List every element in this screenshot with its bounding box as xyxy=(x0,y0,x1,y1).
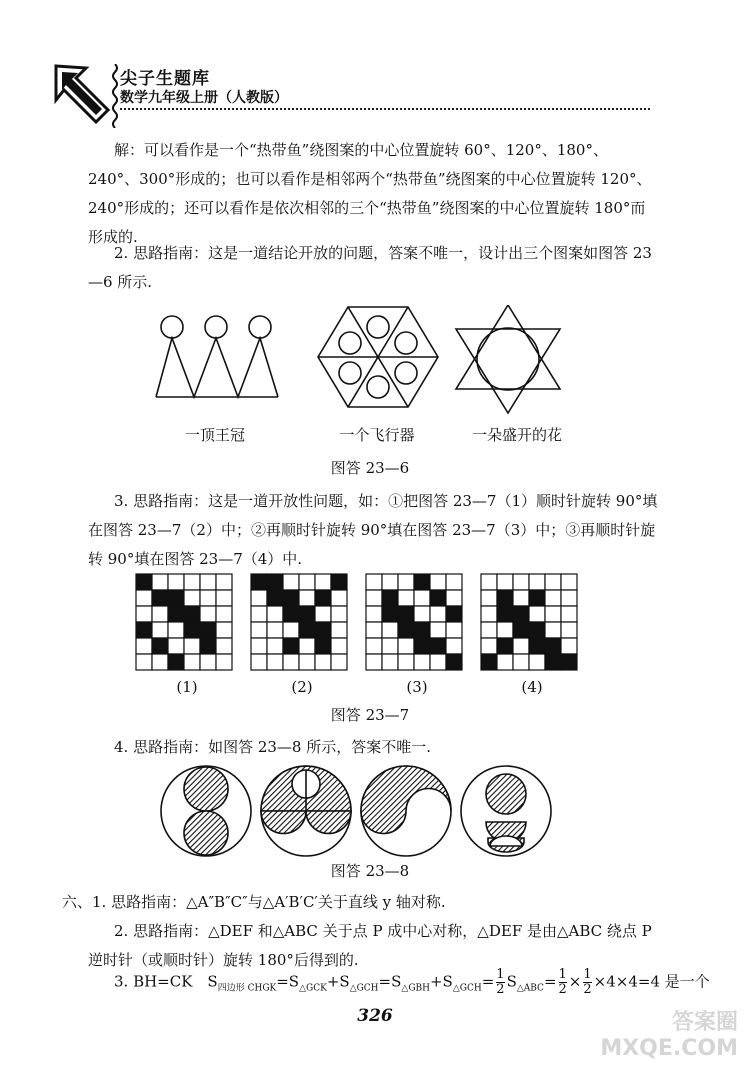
grid-cell xyxy=(545,638,561,654)
grid-cell xyxy=(299,606,315,622)
grid-cell xyxy=(398,574,414,590)
grid-cell xyxy=(200,638,216,654)
crown-figure xyxy=(156,316,278,397)
grid-cell xyxy=(315,654,331,670)
grid-cell xyxy=(481,574,497,590)
grid-cell xyxy=(136,654,152,670)
grid-cell xyxy=(331,638,347,654)
book-subtitle: 数学九年级上册（人教版） xyxy=(120,90,288,106)
grid-cell xyxy=(216,638,232,654)
grid-cell xyxy=(283,590,299,606)
grid-cell xyxy=(299,590,315,606)
grid-cell xyxy=(283,638,299,654)
grid-cell xyxy=(315,590,331,606)
grid-cell xyxy=(430,606,446,622)
grid-cell xyxy=(561,590,577,606)
grid-cell xyxy=(267,606,283,622)
grid-cell xyxy=(414,590,430,606)
grid-cell xyxy=(366,638,382,654)
grid-cell xyxy=(561,622,577,638)
grid-cell xyxy=(152,654,168,670)
grid-cell xyxy=(414,606,430,622)
figure-23-7-label-1: (1) xyxy=(176,678,198,696)
grid-cell xyxy=(152,638,168,654)
grid-cell xyxy=(200,622,216,638)
watermark-logo: 答案圈 MXQE.COM xyxy=(600,1010,738,1061)
grid-cell xyxy=(481,654,497,670)
grid-cell xyxy=(184,590,200,606)
grid-cell xyxy=(366,622,382,638)
grid-cell xyxy=(382,622,398,638)
grid-cell xyxy=(168,638,184,654)
figure-23-6-caption: 图答 23—6 xyxy=(330,459,410,477)
grid-cell xyxy=(513,590,529,606)
grid-cell xyxy=(216,590,232,606)
grid-cell xyxy=(216,654,232,670)
grid-cell xyxy=(545,654,561,670)
grid-cell xyxy=(283,654,299,670)
grid-cell xyxy=(497,622,513,638)
grid-cell xyxy=(136,638,152,654)
grid-pattern-1 xyxy=(135,573,233,671)
grid-cell xyxy=(446,654,462,670)
grid-cell xyxy=(513,606,529,622)
answer-paragraph-2: 2. 思路指南：这是一道结论开放的问题，答案不唯一，设计出三个图案如图答 23—6 所示. xyxy=(88,244,652,291)
grid-cell xyxy=(168,590,184,606)
grid-cell xyxy=(331,606,347,622)
answer-paragraph-3: 3. 思路指南：这是一道开放性问题，如：①把图答 23—7（1）顺时针旋转 90°填在图答 23—7（2）中；②再顺时针旋转 90°填在图答 23—7（3）中；③再顺时针旋转 90°填在图答 23—7（4）中. xyxy=(88,492,658,568)
grid-cell xyxy=(136,606,152,622)
grid-cell xyxy=(414,574,430,590)
grid-cell xyxy=(283,622,299,638)
grid-cell xyxy=(497,654,513,670)
grid-cell xyxy=(382,606,398,622)
grid-cell xyxy=(200,654,216,670)
grid-cell xyxy=(200,574,216,590)
fraction-half-3: $\frac{1}{2}$ xyxy=(583,967,592,997)
grid-cell xyxy=(497,590,513,606)
page-number: 326 xyxy=(357,1006,393,1026)
grid-cell xyxy=(152,606,168,622)
grid-cell xyxy=(545,590,561,606)
grid-cell xyxy=(398,590,414,606)
star-flower-figure xyxy=(456,305,560,413)
grid-cell xyxy=(251,574,267,590)
grid-cell xyxy=(299,654,315,670)
book-title: 尖子生题库 xyxy=(120,69,210,89)
grid-cell xyxy=(184,622,200,638)
grid-cell xyxy=(481,638,497,654)
grid-cell xyxy=(561,638,577,654)
wavy-divider-icon xyxy=(111,64,119,128)
answer-paragraph-7: 3. BH=CK $S_{四边形 CHGK}=S_{\triangle GCK}+S_{\triangle GCH}=S_{\triangle GBH}+S_{\triangle GCH}=$ $\frac{1}{2}$ $S_{\triangle ABC}=$ $\frac{1}{2}$ × $\frac{1}{2}$ ×4×4=4 是一个 xyxy=(114,967,710,997)
figure-23-7-caption: 图答 23—7 xyxy=(330,706,410,724)
hexagon-flyer-figure xyxy=(318,307,438,407)
grid-cell xyxy=(168,622,184,638)
grid-cell xyxy=(398,622,414,638)
grid-cell xyxy=(331,622,347,638)
answer-paragraph-5: 六、1. 思路指南：△A″B″C″与△A′B′C′关于直线 y 轴对称. xyxy=(62,893,446,911)
header-rule xyxy=(120,108,650,110)
grid-cell xyxy=(529,622,545,638)
grid-cell xyxy=(446,622,462,638)
grid-cell xyxy=(267,638,283,654)
grid-cell xyxy=(446,574,462,590)
grid-cell xyxy=(414,654,430,670)
grid-pattern-2 xyxy=(250,573,348,671)
grid-cell xyxy=(481,590,497,606)
grid-cell xyxy=(251,638,267,654)
grid-cell xyxy=(315,606,331,622)
grid-pattern-3 xyxy=(365,573,463,671)
grid-cell xyxy=(382,590,398,606)
grid-cell xyxy=(200,590,216,606)
grid-cell xyxy=(216,574,232,590)
grid-cell xyxy=(430,622,446,638)
grid-cell xyxy=(545,574,561,590)
figure-23-6-label-2: 一个飞行器 xyxy=(339,426,415,444)
figure-23-8 xyxy=(160,764,560,858)
grid-cell xyxy=(529,590,545,606)
grid-cell xyxy=(299,574,315,590)
grid-cell xyxy=(398,654,414,670)
grid-cell xyxy=(513,654,529,670)
grid-cell xyxy=(267,590,283,606)
grid-cell xyxy=(561,654,577,670)
fraction-half-1: $\frac{1}{2}$ xyxy=(496,967,505,997)
grid-cell xyxy=(414,638,430,654)
grid-cell xyxy=(299,622,315,638)
grid-cell xyxy=(315,638,331,654)
grid-cell xyxy=(331,574,347,590)
grid-cell xyxy=(366,574,382,590)
grid-cell xyxy=(398,606,414,622)
grid-cell xyxy=(251,606,267,622)
grid-cell xyxy=(513,622,529,638)
grid-cell xyxy=(200,606,216,622)
grid-cell xyxy=(430,638,446,654)
grid-cell xyxy=(446,638,462,654)
grid-cell xyxy=(430,654,446,670)
circle-design-1 xyxy=(161,766,251,856)
grid-cell xyxy=(152,590,168,606)
grid-cell xyxy=(267,654,283,670)
grid-cell xyxy=(446,590,462,606)
grid-cell xyxy=(366,606,382,622)
grid-cell xyxy=(315,622,331,638)
grid-cell xyxy=(136,590,152,606)
grid-cell xyxy=(299,638,315,654)
grid-cell xyxy=(251,590,267,606)
grid-cell xyxy=(414,622,430,638)
grid-cell xyxy=(168,574,184,590)
grid-cell xyxy=(315,574,331,590)
grid-cell xyxy=(382,574,398,590)
grid-cell xyxy=(283,606,299,622)
grid-cell xyxy=(529,606,545,622)
grid-cell xyxy=(184,574,200,590)
figure-23-7-label-3: (3) xyxy=(406,678,428,696)
grid-cell xyxy=(430,574,446,590)
grid-cell xyxy=(529,638,545,654)
grid-cell xyxy=(152,574,168,590)
grid-cell xyxy=(366,654,382,670)
grid-cell xyxy=(497,574,513,590)
circle-design-2 xyxy=(261,766,351,856)
figure-23-6 xyxy=(150,305,570,415)
grid-cell xyxy=(481,622,497,638)
grid-cell xyxy=(545,622,561,638)
grid-cell xyxy=(382,654,398,670)
grid-cell xyxy=(184,654,200,670)
grid-cell xyxy=(561,574,577,590)
grid-cell xyxy=(168,606,184,622)
circle-design-4 xyxy=(461,766,551,856)
grid-cell xyxy=(430,590,446,606)
figure-23-8-caption: 图答 23—8 xyxy=(330,862,410,880)
answer-paragraph-1: 解：可以看作是一个“热带鱼”绕图案的中心位置旋转 60°、120°、180°、240°、300°形成的；也可以看作是相邻两个“热带鱼”绕图案的中心位置旋转 120°、240°形成的；还可以看作是依次相邻的三个“热带鱼”绕图案的中心位置旋转 180°而形成的. xyxy=(88,141,652,246)
grid-cell xyxy=(136,574,152,590)
grid-cell xyxy=(283,574,299,590)
grid-cell xyxy=(267,622,283,638)
grid-cell xyxy=(251,622,267,638)
grid-cell xyxy=(497,606,513,622)
grid-cell xyxy=(561,606,577,622)
answer-paragraph-6: 2. 思路指南：△DEF 和△ABC 关于点 P 成中心对称，△DEF 是由△ABC 绕点 P 逆时针（或顺时针）旋转 180°后得到的. xyxy=(88,922,652,969)
grid-cell xyxy=(168,654,184,670)
grid-cell xyxy=(529,654,545,670)
grid-cell xyxy=(513,638,529,654)
grid-cell xyxy=(529,574,545,590)
circle-design-3 xyxy=(361,766,451,856)
grid-cell xyxy=(398,638,414,654)
grid-cell xyxy=(184,606,200,622)
grid-cell xyxy=(152,622,168,638)
grid-cell xyxy=(497,638,513,654)
grid-cell xyxy=(267,574,283,590)
grid-cell xyxy=(251,654,267,670)
grid-cell xyxy=(331,654,347,670)
answer-paragraph-4: 4. 思路指南：如图答 23—8 所示，答案不唯一. xyxy=(114,738,432,756)
figure-23-7-label-4: (4) xyxy=(521,678,543,696)
arrow-logo-icon xyxy=(52,62,112,126)
grid-cell xyxy=(184,638,200,654)
grid-pattern-4 xyxy=(480,573,578,671)
figure-23-7-label-2: (2) xyxy=(291,678,313,696)
figure-23-6-label-3: 一朵盛开的花 xyxy=(471,426,562,444)
grid-cell xyxy=(545,606,561,622)
grid-cell xyxy=(136,622,152,638)
fraction-half-2: $\frac{1}{2}$ xyxy=(558,967,567,997)
grid-cell xyxy=(331,590,347,606)
grid-cell xyxy=(446,606,462,622)
grid-cell xyxy=(481,606,497,622)
figure-23-6-label-1: 一顶王冠 xyxy=(184,426,245,444)
grid-cell xyxy=(216,606,232,622)
grid-cell xyxy=(513,574,529,590)
grid-cell xyxy=(366,590,382,606)
grid-cell xyxy=(382,638,398,654)
grid-cell xyxy=(216,622,232,638)
